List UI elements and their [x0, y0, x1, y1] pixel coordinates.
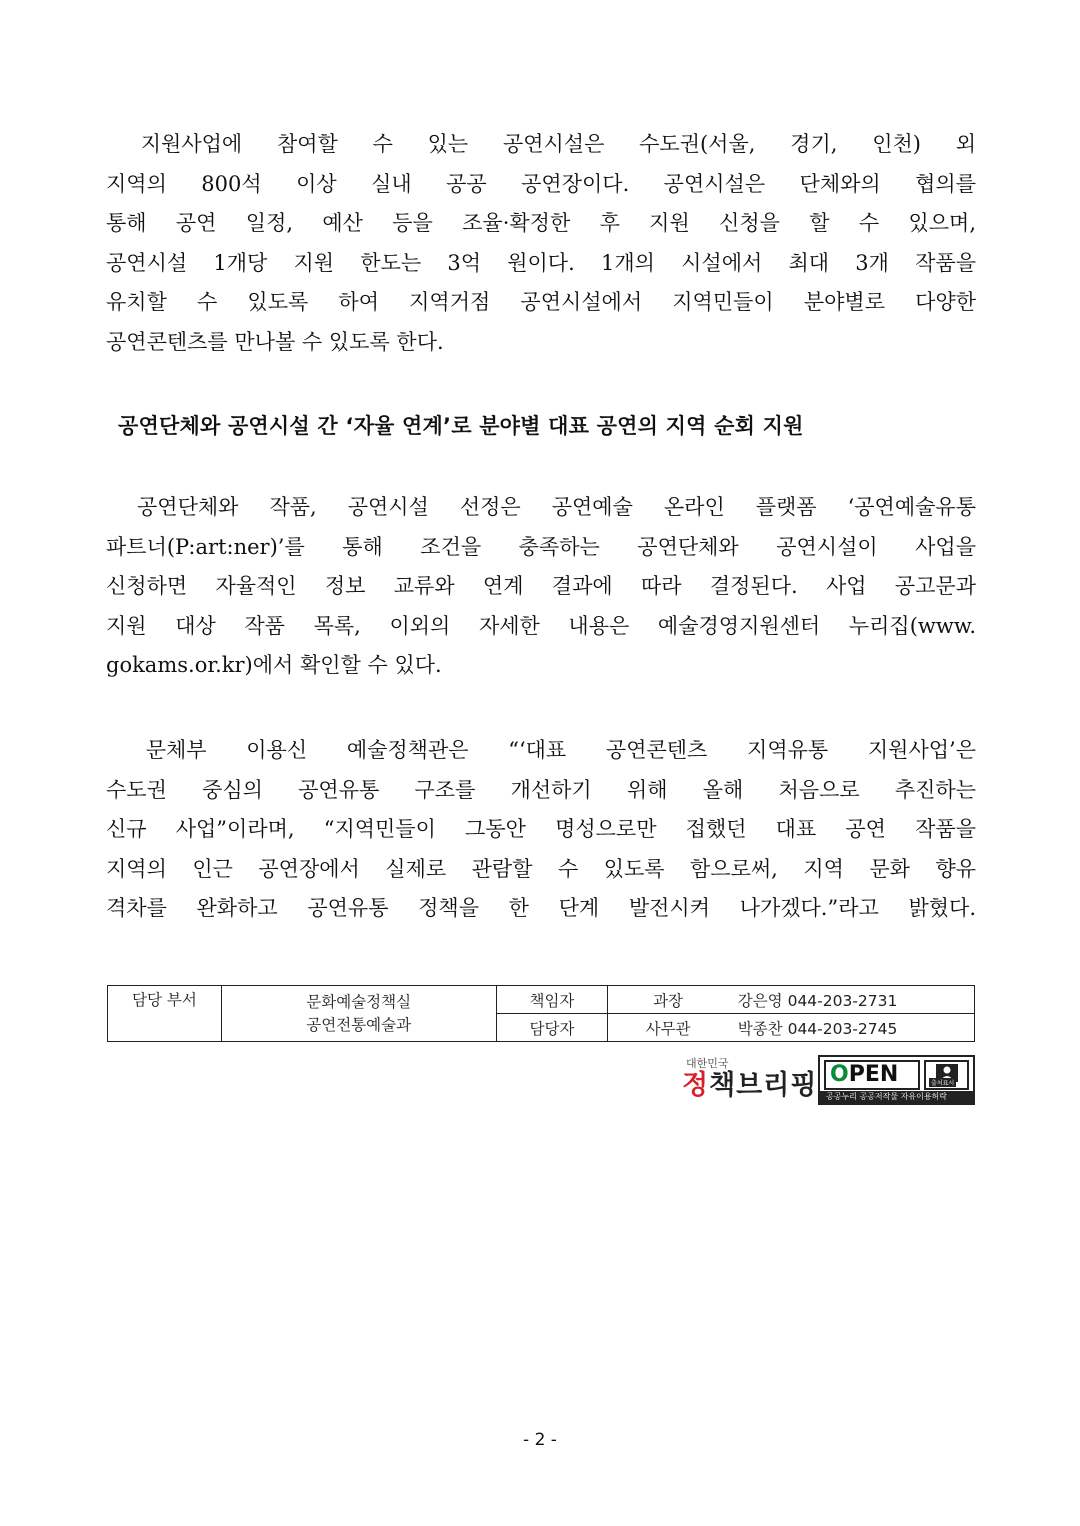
footer-logos	[682, 1055, 977, 1110]
title-cell: 사무관	[608, 1014, 728, 1042]
text-line: 공연단체와 작품, 공연시설 선정은 공연예술 온라인 플랫폼 ‘공연예술유통	[106, 495, 976, 519]
role-cell: 책임자	[496, 986, 608, 1014]
text-line: 공연시설 1개당 지원 한도는 3억 원이다. 1개의 시설에서 최대 3개 작품을	[106, 250, 976, 275]
text-line: 지원사업에 참여할 수 있는 공연시설은 수도권(서울, 경기, 인천) 외	[106, 132, 976, 156]
table-row	[108, 986, 975, 1014]
text-line: 신규 사업”이라며, “지역민들이 그동안 명성으로만 접했던 대표 공연 작품을	[106, 817, 976, 841]
brand-rest: 책브리핑	[709, 1070, 818, 1101]
paragraph-facility-eligibility	[106, 125, 976, 362]
open-o: O	[830, 1062, 849, 1087]
kogl-open-license-badge	[818, 1055, 975, 1105]
open-wordmark	[824, 1060, 920, 1090]
paragraph-official-quote	[106, 731, 976, 929]
attribution-label: 출처표시	[931, 1080, 955, 1087]
text-line: 공연콘텐츠를 만나볼 수 있도록 한다.	[106, 329, 444, 354]
page-number: - 2 -	[523, 1430, 557, 1450]
policy-briefing-logo	[682, 1055, 817, 1101]
brand-small-text: 대한민국	[686, 1057, 729, 1070]
attribution-icon	[924, 1060, 969, 1090]
text-line: 지원 대상 작품 목록, 이외의 자세한 내용은 예술경영지원센터 누리집(www.	[106, 613, 976, 638]
section-heading: 공연단체와 공연시설 간 ‘자율 연계’로 분야별 대표 공연의 지역 순회 지원	[118, 414, 804, 438]
title-cell: 과장	[608, 986, 728, 1014]
brand-main-text	[682, 1071, 817, 1101]
text-line: 문체부 이용신 예술정책관은 “‘대표 공연콘텐츠 지역유통 지원사업’은	[106, 738, 976, 762]
dept-line: 공연전통예술과	[306, 1015, 412, 1034]
open-rest: PEN	[848, 1062, 899, 1087]
dept-label: 담당 부서	[108, 986, 222, 1042]
text-line: 유치할 수 있도록 하여 지역거점 공연시설에서 지역민들이 분야별로 다양한	[106, 290, 976, 314]
paragraph-selection-process	[106, 488, 976, 686]
contact-name-phone: 강은영 044-203-2731	[728, 986, 975, 1014]
brand-accent-char: 정	[682, 1070, 710, 1101]
text-line: 통해 공연 일정, 예산 등을 조율·확정한 후 지원 신청을 할 수 있으며,	[106, 211, 976, 235]
dept-name	[221, 986, 496, 1042]
contact-name-phone: 박종찬 044-203-2745	[728, 1014, 975, 1042]
license-text: 공공누리 공공저작물 자유이용허락	[820, 1091, 973, 1103]
text-line: gokams.or.kr)에서 확인할 수 있다.	[106, 653, 442, 677]
role-cell: 담당자	[496, 1014, 608, 1042]
text-line: 지역의 800석 이상 실내 공공 공연장이다. 공연시설은 단체와의 협의를	[106, 171, 976, 196]
text-line: 지역의 인근 공연장에서 실제로 관람할 수 있도록 함으로써, 지역 문화 향유	[106, 856, 976, 881]
text-line: 수도권 중심의 공연유통 구조를 개선하기 위해 올해 처음으로 추진하는	[106, 777, 976, 802]
text-line: 격차를 완화하고 공연유통 정책을 한 단계 발전시켜 나가겠다.”라고 밝혔다.	[106, 896, 976, 920]
dept-line: 문화예술정책실	[306, 992, 412, 1011]
text-line: 파트너(P:art:ner)’를 통해 조건을 충족하는 공연단체와 공연시설이 사업을	[106, 534, 976, 559]
text-line: 신청하면 자율적인 정보 교류와 연계 결과에 따라 결정된다. 사업 공고문과	[106, 574, 976, 598]
contact-table	[107, 985, 975, 1042]
